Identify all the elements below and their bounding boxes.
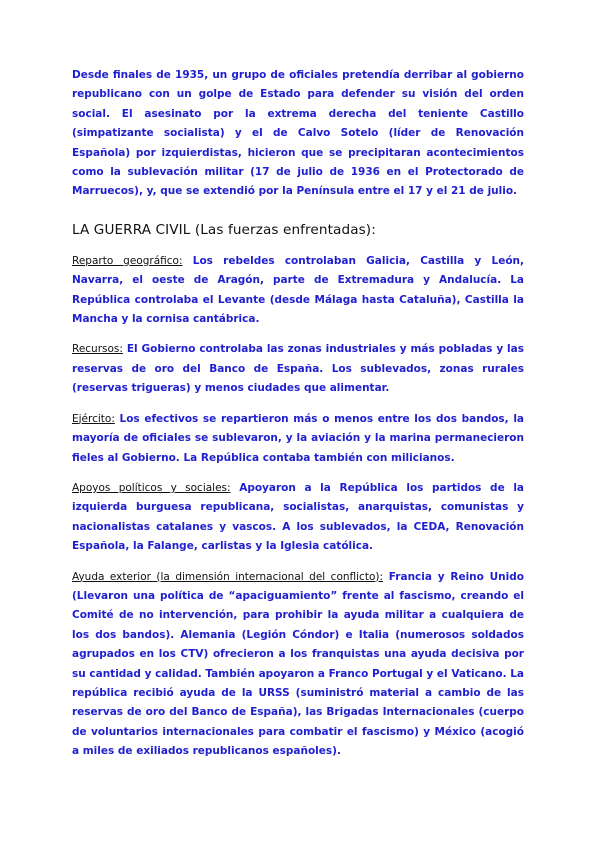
document-page <box>72 66 524 762</box>
intro-paragraph: Desde finales de 1935, un grupo de oficiales pretendía derribar al gobierno republicano con un golpe de Estado para defender su visión del orden social. El asesinato por la extrema derecha del teniente Castillo (simpatizante socialista) y el de Calvo Sotelo (líder de Renovación Española) por izquierdistas, hicieron que se precipitaran acontecimientos como la sublevación militar (17 de julio de 1936 en el Protectorado de Marruecos), y, que se extendió por la Península entre el 17 y el 21 de julio. <box>72 69 524 198</box>
paragraph-label: Apoyos políticos y sociales: <box>72 481 231 494</box>
section-heading: LA GUERRA CIVIL (Las fuerzas enfrentadas): <box>72 221 376 238</box>
paragraph-text: Apoyaron a la República los partidos de la izquierda burguesa republicana, socialistas, anarquistas, comunistas y nacionalistas catalanes y vascos. A los sublevados, la CEDA, Renovación Española, la Falange, carlistas y la Iglesia católica. <box>72 481 524 553</box>
paragraph-label: Reparto geográfico: <box>72 254 183 267</box>
paragraph-apoyos <box>72 479 524 557</box>
paragraph-text: El Gobierno controlaba las zonas industriales y más pobladas y las reservas de oro del Banco de España. Los sublevados, zonas rurales (reservas trigueras) y menos ciudades que alimentar. <box>72 343 524 395</box>
paragraph-reparto-geografico <box>72 252 524 330</box>
paragraph-label: Recursos: <box>72 343 123 356</box>
paragraph-ejercito <box>72 410 524 468</box>
paragraph-text: Los rebeldes controlaban Galicia, Castilla y León, Navarra, el oeste de Aragón, parte de Extremadura y Andalucía. La República controlaba el Levante (desde Málaga hasta Cataluña), Castilla la Mancha y la cornisa cantábrica. <box>72 254 524 326</box>
paragraph-label: Ejército: <box>72 412 115 425</box>
paragraph-text: Francia y Reino Unido (Llevaron una política de “apaciguamiento” frente al fascismo, creando el Comité de no intervención, para prohibir la ayuda militar a cualquiera de los dos bandos). Alemania (Legión Cóndor) e Italia (numerosos soldados agrupados en los CTV) ofrecieron a los franquistas una ayuda decisiva por su cantidad y calidad. También apoyaron a Franco Portugal y el Vaticano. La república recibió ayuda de la URSS (suministró material a cambio de las reservas de oro del Banco de España), las Brigadas Internacionales (cuerpo de voluntarios internacionales para combatir el fascismo) y México (acogió a miles de exiliados republicanos españoles). <box>72 570 524 758</box>
paragraph-recursos <box>72 340 524 398</box>
paragraph-text: Los efectivos se repartieron más o menos entre los dos bandos, la mayoría de oficiales se sublevaron, y la aviación y la marina permanecieron fieles al Gobierno. La República contaba también con milicianos. <box>72 412 524 464</box>
paragraph-label: Ayuda exterior (la dimensión internacional del conflicto): <box>72 570 384 583</box>
paragraph-ayuda-exterior <box>72 568 524 762</box>
